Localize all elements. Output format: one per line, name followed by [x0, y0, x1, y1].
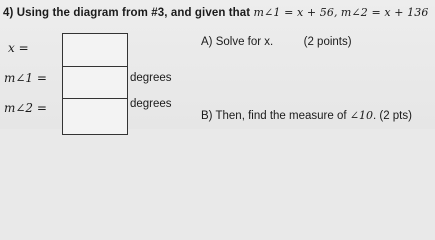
- given-angle-1: m∠1 = x + 56,: [253, 6, 338, 19]
- x-label: x =: [8, 41, 29, 55]
- part-a-text: A) Solve for x.: [201, 36, 274, 48]
- x-answer-box[interactable]: [63, 34, 127, 64]
- angle-1-unit: degrees: [130, 72, 172, 84]
- angle-2-answer-box[interactable]: [63, 98, 127, 128]
- angle-1-answer-box[interactable]: [63, 66, 127, 96]
- angle-2-unit: degrees: [130, 98, 172, 110]
- angle-2-label: m∠2 =: [4, 101, 47, 115]
- part-b-text: B) Then, find the measure of: [201, 110, 347, 122]
- part-b: [201, 109, 412, 122]
- part-b-points: . (2 pts): [372, 110, 412, 122]
- angle-1-label: m∠1 =: [4, 71, 47, 85]
- given-angle-2: m∠2 = x + 136: [340, 6, 429, 19]
- part-a: [201, 36, 352, 48]
- question-prompt: Using the diagram from #3, and given that: [16, 7, 251, 19]
- question-number: 4): [3, 7, 14, 19]
- question-header: [3, 6, 428, 19]
- part-b-angle: ∠10: [349, 109, 373, 122]
- part-a-points: (2 points): [303, 36, 352, 48]
